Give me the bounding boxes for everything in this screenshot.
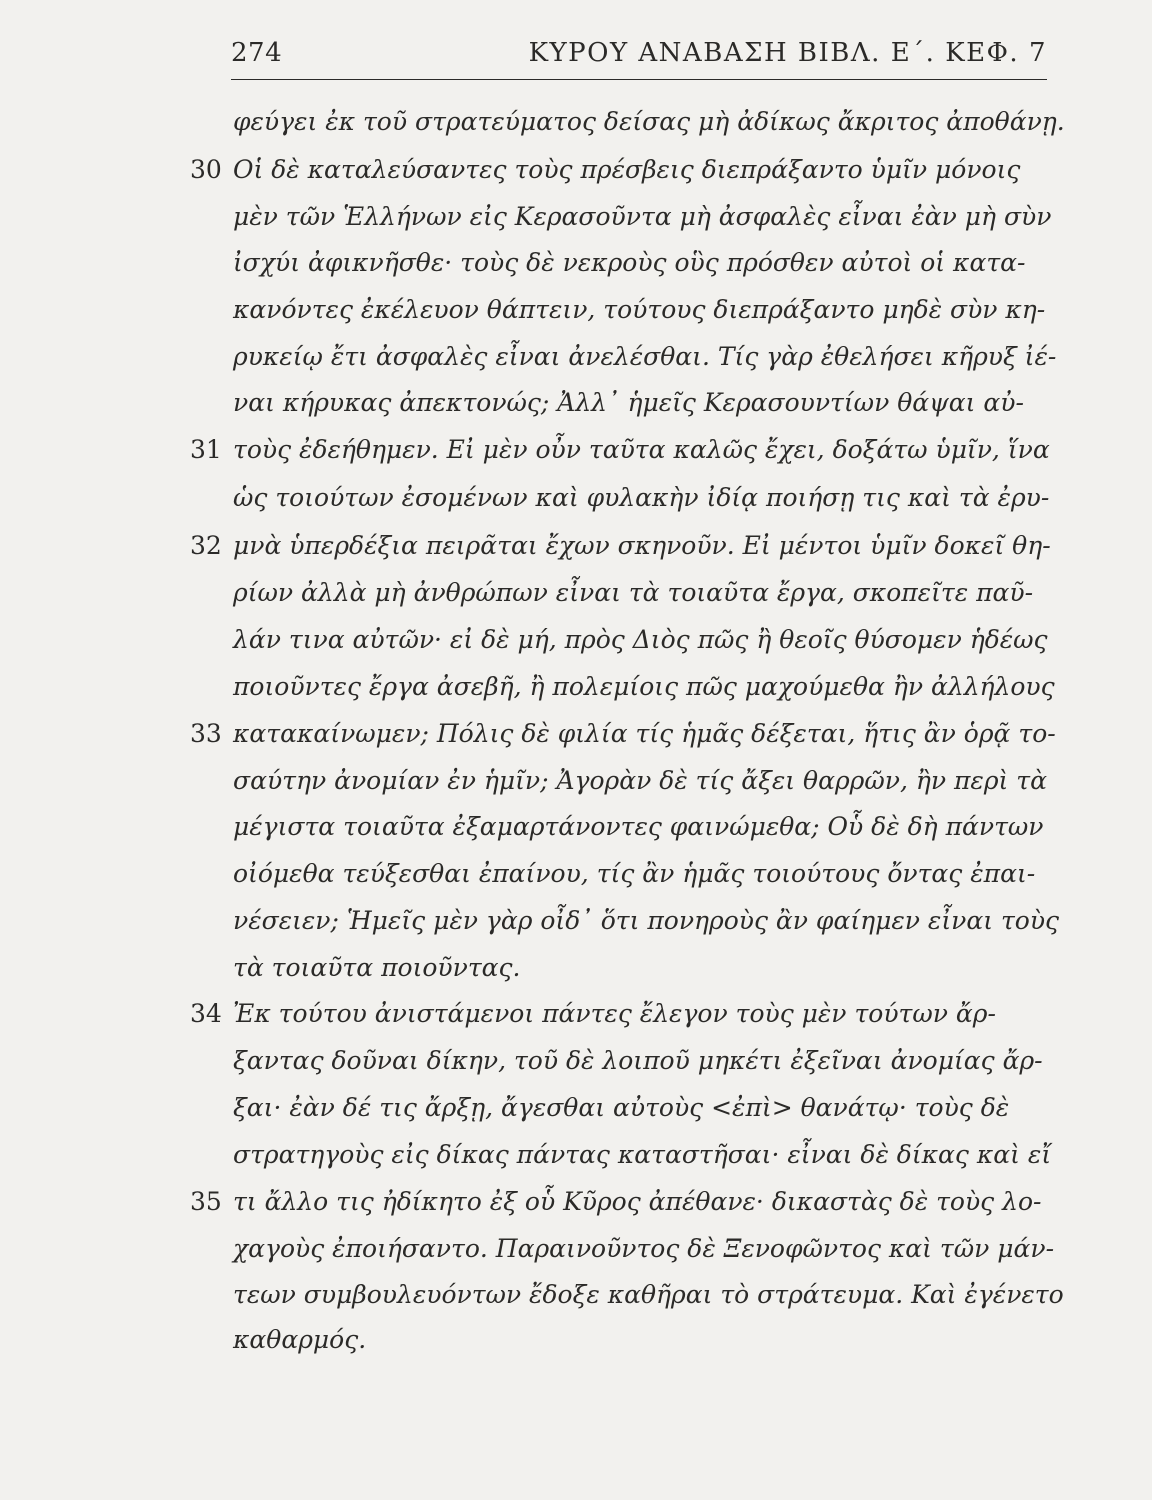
text-line: καθαρμός.	[233, 1325, 367, 1354]
text-line: νέσειεν; Ἡμεῖς μὲν γὰρ οἶδ᾽ ὅτι πονηροὺς ἂν φαίημεν εἶναι τοὺς	[233, 906, 1060, 935]
text-line: ρυκείῳ ἔτι ἀσφαλὲς εἶναι ἀνελέσθαι. Τίς γὰρ ἐθελήσει κῆρυξ ἰέ-	[233, 342, 1057, 371]
section-number: 34	[190, 999, 222, 1028]
text-line: ὡς τοιούτων ἐσομένων καὶ φυλακὴν ἰδίᾳ ποιήσῃ τις καὶ τὰ ἐρυ-	[233, 483, 1050, 512]
text-line: ναι κήρυκας ἀπεκτονώς; Ἀλλ᾽ ἡμεῖς Κερασουντίων θάψαι αὐ-	[233, 388, 1024, 417]
text-line: σαύτην ἀνομίαν ἐν ἡμῖν; Ἀγορὰν δὲ τίς ἄξει θαρρῶν, ἢν περὶ τὰ	[233, 766, 1047, 795]
text-line: ρίων ἀλλὰ μὴ ἀνθρώπων εἶναι τὰ τοιαῦτα ἔργα, σκοπεῖτε παῦ-	[233, 578, 1034, 607]
text-line: μνὰ ὑπερδέξια πειρᾶται ἔχων σκηνοῦν. Εἰ μέντοι ὑμῖν δοκεῖ θη-	[233, 531, 1051, 560]
text-line: φεύγει ἐκ τοῦ στρατεύματος δείσας μὴ ἀδίκως ἄκριτος ἀποθάνῃ.	[233, 107, 1065, 136]
text-line: ξαντας δοῦναι δίκην, τοῦ δὲ λοιποῦ μηκέτι ἐξεῖναι ἀνομίας ἄρ-	[233, 1046, 1043, 1075]
section-number: 35	[190, 1187, 222, 1216]
text-line: μέγιστα τοιαῦτα ἐξαμαρτάνοντες φαινώμεθα; Οὗ δὲ δὴ πάντων	[233, 812, 1044, 841]
text-line: μὲν τῶν Ἑλλήνων εἰς Κερασοῦντα μὴ ἀσφαλὲς εἶναι ἐὰν μὴ σὺν	[233, 202, 1052, 231]
text-line: τοὺς ἐδεήθημεν. Εἰ μὲν οὖν ταῦτα καλῶς ἔχει, δοξάτω ὑμῖν, ἵνα	[233, 435, 1050, 464]
text-line: ποιοῦντες ἔργα ἀσεβῆ, ἢ πολεμίοις πῶς μαχούμεθα ἢν ἀλλήλους	[233, 672, 1055, 701]
text-line: κανόντες ἐκέλευον θάπτειν, τούτους διεπράξαντο μηδὲ σὺν κη-	[233, 295, 1046, 324]
text-line: ἰσχύι ἀφικνῆσθε· τοὺς δὲ νεκροὺς οὓς πρόσθεν αὐτοὶ οἱ κατα-	[233, 248, 1026, 277]
text-line: λάν τινα αὐτῶν· εἰ δὲ μή, πρὸς Διὸς πῶς ἢ θεοῖς θύσομεν ἡδέως	[233, 625, 1048, 654]
section-number: 30	[190, 155, 222, 184]
header-rule	[231, 79, 1047, 80]
text-line: στρατηγοὺς εἰς δίκας πάντας καταστῆσαι· εἶναι δὲ δίκας καὶ εἴ	[233, 1140, 1052, 1169]
text-line: οἰόμεθα τεύξεσθαι ἐπαίνου, τίς ἂν ἡμᾶς τοιούτους ὄντας ἐπαι-	[233, 859, 1036, 888]
text-line: τι ἄλλο τις ἠδίκητο ἐξ οὗ Κῦρος ἀπέθανε· δικαστὰς δὲ τοὺς λο-	[233, 1187, 1042, 1216]
text-line: τεων συμβουλευόντων ἔδοξε καθῆραι τὸ στράτευμα. Καὶ ἐγένετο	[233, 1280, 1064, 1309]
text-line: Ἐκ τούτου ἀνιστάμενοι πάντες ἔλεγον τοὺς μὲν τούτων ἄρ-	[233, 999, 996, 1028]
section-number: 32	[190, 531, 222, 560]
section-number: 33	[190, 719, 222, 748]
text-line: χαγοὺς ἐποιήσαντο. Παραινοῦντος δὲ Ξενοφῶντος καὶ τῶν μάν-	[233, 1234, 1055, 1263]
text-line: κατακαίνωμεν; Πόλις δὲ φιλία τίς ἡμᾶς δέξεται, ἥτις ἂν ὁρᾷ το-	[233, 719, 1056, 748]
section-number: 31	[190, 435, 222, 464]
text-line: τὰ τοιαῦτα ποιοῦντας.	[233, 953, 521, 982]
text-line: Οἱ δὲ καταλεύσαντες τοὺς πρέσβεις διεπράξαντο ὑμῖν μόνοις	[233, 155, 1021, 184]
page-number: 274	[231, 38, 283, 68]
text-line: ξαι· ἐὰν δέ τις ἄρξῃ, ἄγεσθαι αὐτοὺς <ἐπὶ> θανάτῳ· τοὺς δὲ	[233, 1093, 1010, 1122]
running-title: ΚΥΡΟΥ ΑΝΑΒΑΣΗ ΒΙΒΛ. Ε΄. ΚΕΦ. 7	[528, 38, 1047, 68]
